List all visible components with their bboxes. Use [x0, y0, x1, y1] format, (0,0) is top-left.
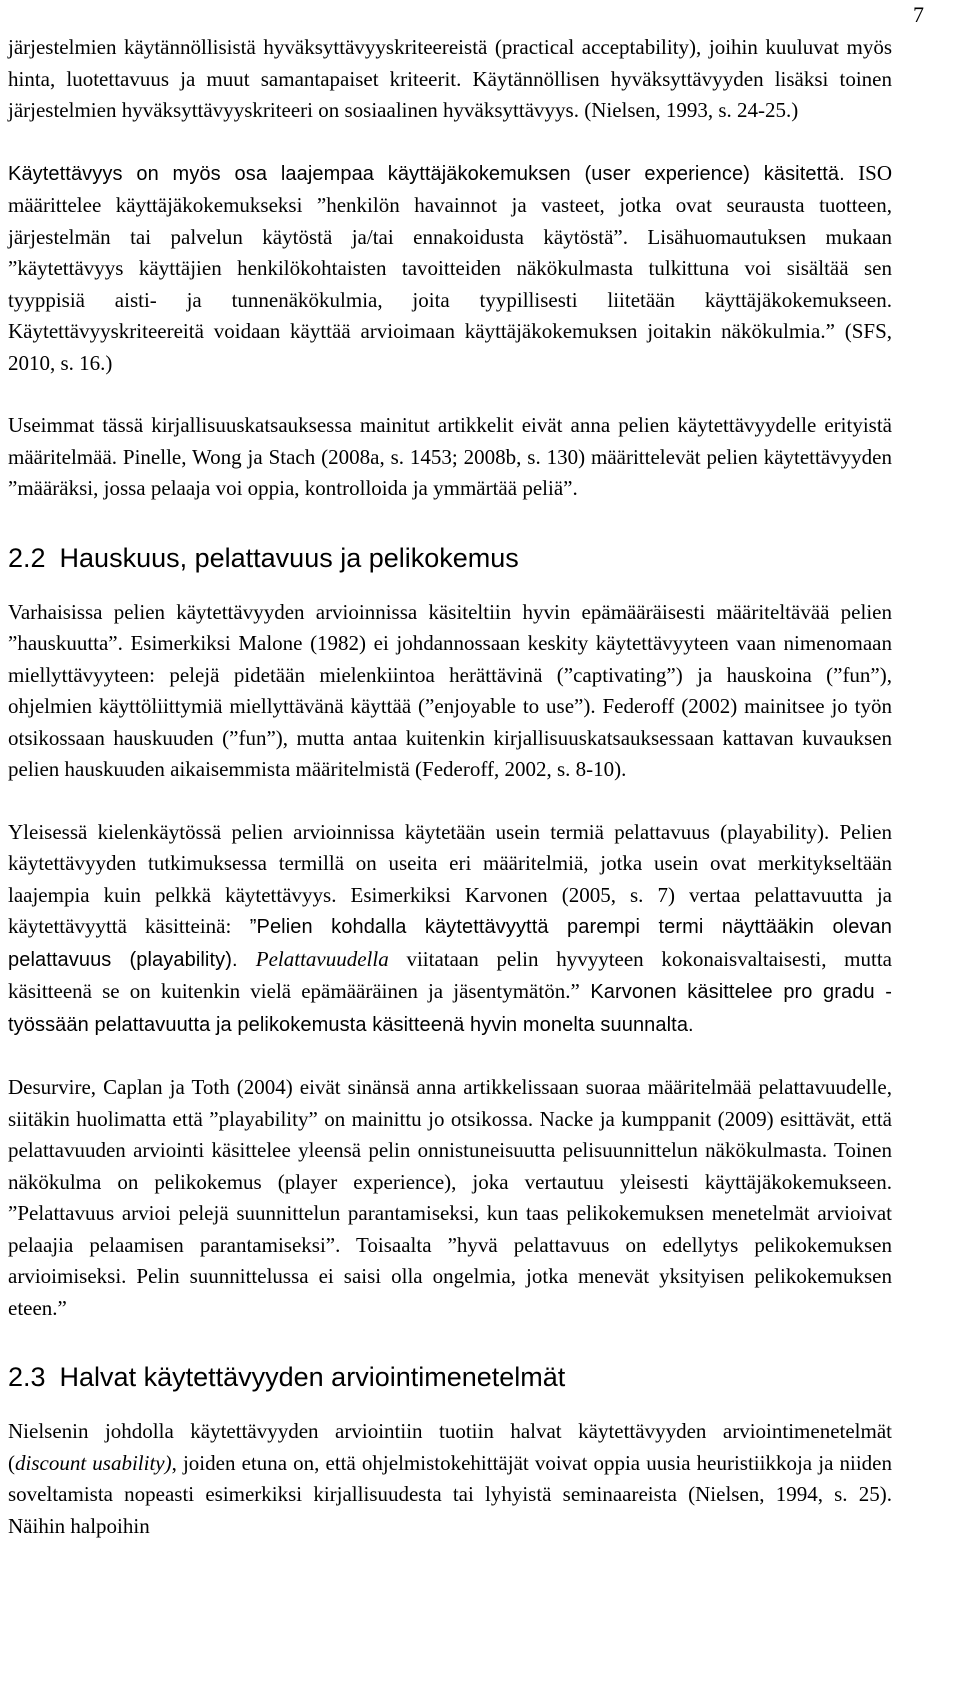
paragraph-acceptability: järjestelmien käytännöllisistä hyväksyttävyyskriteereistä (practical acceptability), joihin kuuluvat myös hinta, luotettavuus ja muut samantapaiset kriteerit. Käytännöllisen hyväksyttävyyden lisäksi toinen järjestelmien hyväksyttävyyskriteeri on sosiaalinen hyväksyttävyys. (Nielsen, 1993, s. 24-25.) [8, 35, 892, 122]
page-number: 7 [913, 2, 924, 27]
paragraph-fun: Varhaisissa pelien käytettävyyden arvioinnissa käsiteltiin hyvin epämääräisesti määriteltävää pelien ”hauskuutta”. Esimerkiksi Malone (1982) ei johdannossaan keskity käytettävyyteen vaan nimenomaan miellyttävyyteen: pelejä pidetään mielenkiintoa herättävinä (”captivating”) ja hauskoina (”fun”), ohjelmien käyttöliittymiä miellyttävänä käyttää (”enjoyable to use”). Federoff (2002) mainitsee jo työn otsikossaan hauskuuden (”fun”), mutta antaa kuitenkin kirjallisuuskatsauksessaan kattavan kuvauksen pelien hauskuuden aikaisemmista määritelmistä (Federoff, 2002, s. 8-10). [8, 599, 892, 781]
paragraph-text: , joiden etuna on, että ohjelmistokehittäjät voivat oppia uusia heuristiikkoja ja niiden soveltamista nopeasti esimerkiksi kirjallisuudesta tai lyhyistä seminaareista (Nielsen, 1994, s. 25). Näihin halpoihin [8, 1450, 892, 1538]
paragraph-discount-usability [8, 1416, 892, 1542]
section-heading-2-2 [8, 541, 892, 575]
section-title: Hauskuus, pelattavuus ja pelikokemus [59, 542, 519, 573]
paragraph-lead-sentence: Käytettävyys on myös osa laajempaa käyttäjäkokemuksen (user experience) käsitettä. [8, 162, 845, 185]
section-heading-2-3 [8, 1360, 892, 1394]
paragraph-playability [8, 817, 892, 1042]
section-title: Halvat käytettävyyden arviointimenetelmät [59, 1362, 566, 1392]
document-body [8, 32, 892, 1573]
paragraph-user-experience [8, 158, 892, 380]
paragraph-game-usability-definition: Useimmat tässä kirjallisuuskatsauksessa mainitut artikkelit eivät anna pelien käytettävyydelle erityistä määritelmää. Pinelle, Wong ja Stach (2008a, s. 1453; 2008b, s. 130) määrittelevät pelien käytettävyyden ”määräksi, jossa pelaaja voi oppia, kontrolloida ja ymmärtää peliä”. [8, 413, 892, 500]
paragraph-text: Yleisessä kielenkäytössä pelien arvioinnissa käytetään usein termiä pelattavuus (playability). Pelien käytettävyyden tutkimuksessa termillä on useita eri määritelmiä, jotka usein ovat merkitykseltään laajempia kuin pelkkä käytettävyys. Esimerkiksi Karvonen (2005, s. 7) vertaa pelattavuutta ja käytettävyyttä käsitteinä: [8, 819, 892, 938]
section-number: 2.2 [8, 542, 46, 573]
paragraph-text: Karvonen käsittelee pro gradu -työssään pelattavuutta ja pelikokemusta käsitteenä hyvin monelta suunnalta. [8, 981, 893, 1036]
paragraph-body: ISO määrittelee käyttäjäkokemukseksi ”henkilön havainnot ja vasteet, jotka ovat seurausta tuotteen, järjestelmän tai palvelun käytöstä ja/tai ennakoidusta käytöstä”. Lisähuomautuksen mukaan ”käytettävyys käyttäjien henkilökohtaisten tavoitteiden näkökulmasta tulkittuna voi sisältää sen tyyppisiä aisti- ja tunnenäkökulmia, joita tyypillisesti liitetään käyttäjäkokemukseen. Käytettävyyskriteereitä voidaan käyttää arvioimaan käyttäjäkokemuksen joitakin näkökulmia.” (SFS, 2010, s. 16.) [8, 160, 893, 375]
italic-term: Pelattavuudella [255, 946, 389, 971]
italic-term: discount usability) [15, 1450, 172, 1475]
quote-text: viitataan pelin hyvyyteen kokonaisvaltaisesti, mutta käsitteenä se on kuitenkin vielä epämääräinen ja jäsentymätön.” [8, 946, 892, 1003]
quote-text: ”Pelien kohdalla käytettävyyttä parempi termi näyttääkin olevan pelattavuus (playability). [8, 916, 892, 971]
paragraph-player-experience: Desurvire, Caplan ja Toth (2004) eivät sinänsä anna artikkelissaan suoraa määritelmää pelattavuudelle, siitäkin huolimatta että ”playability” on mainittu jo otsikossa. Nacke ja kumppanit (2009) esittävät, että pelattavuuden arviointi käsittelee yleensä pelin onnistuneisuutta pelisuunnittelun näkökulmasta. Toinen näkökulma on pelikokemus (player experience), joka vertautuu yleisesti käyttäjäkokemukseen. ”Pelattavuus arvioi pelejä suunnittelun parantamiseksi, kun taas pelikokemuksen menetelmät arvioivat pelaajia pelaamisen parantamiseksi”. Toisaalta ”hyvä pelattavuus on edellytys pelikokemuksen arvioimiseksi. Pelin suunnittelussa ei saisi olla ongelmia, jotka menevät yksityisen pelikokemuksen eteen.” [8, 1075, 892, 1320]
paragraph-text: Nielsenin johdolla käytettävyyden arviointiin tuotiin halvat käytettävyyden arviointimenetelmät ( [8, 1419, 892, 1475]
section-number: 2.3 [8, 1362, 46, 1392]
